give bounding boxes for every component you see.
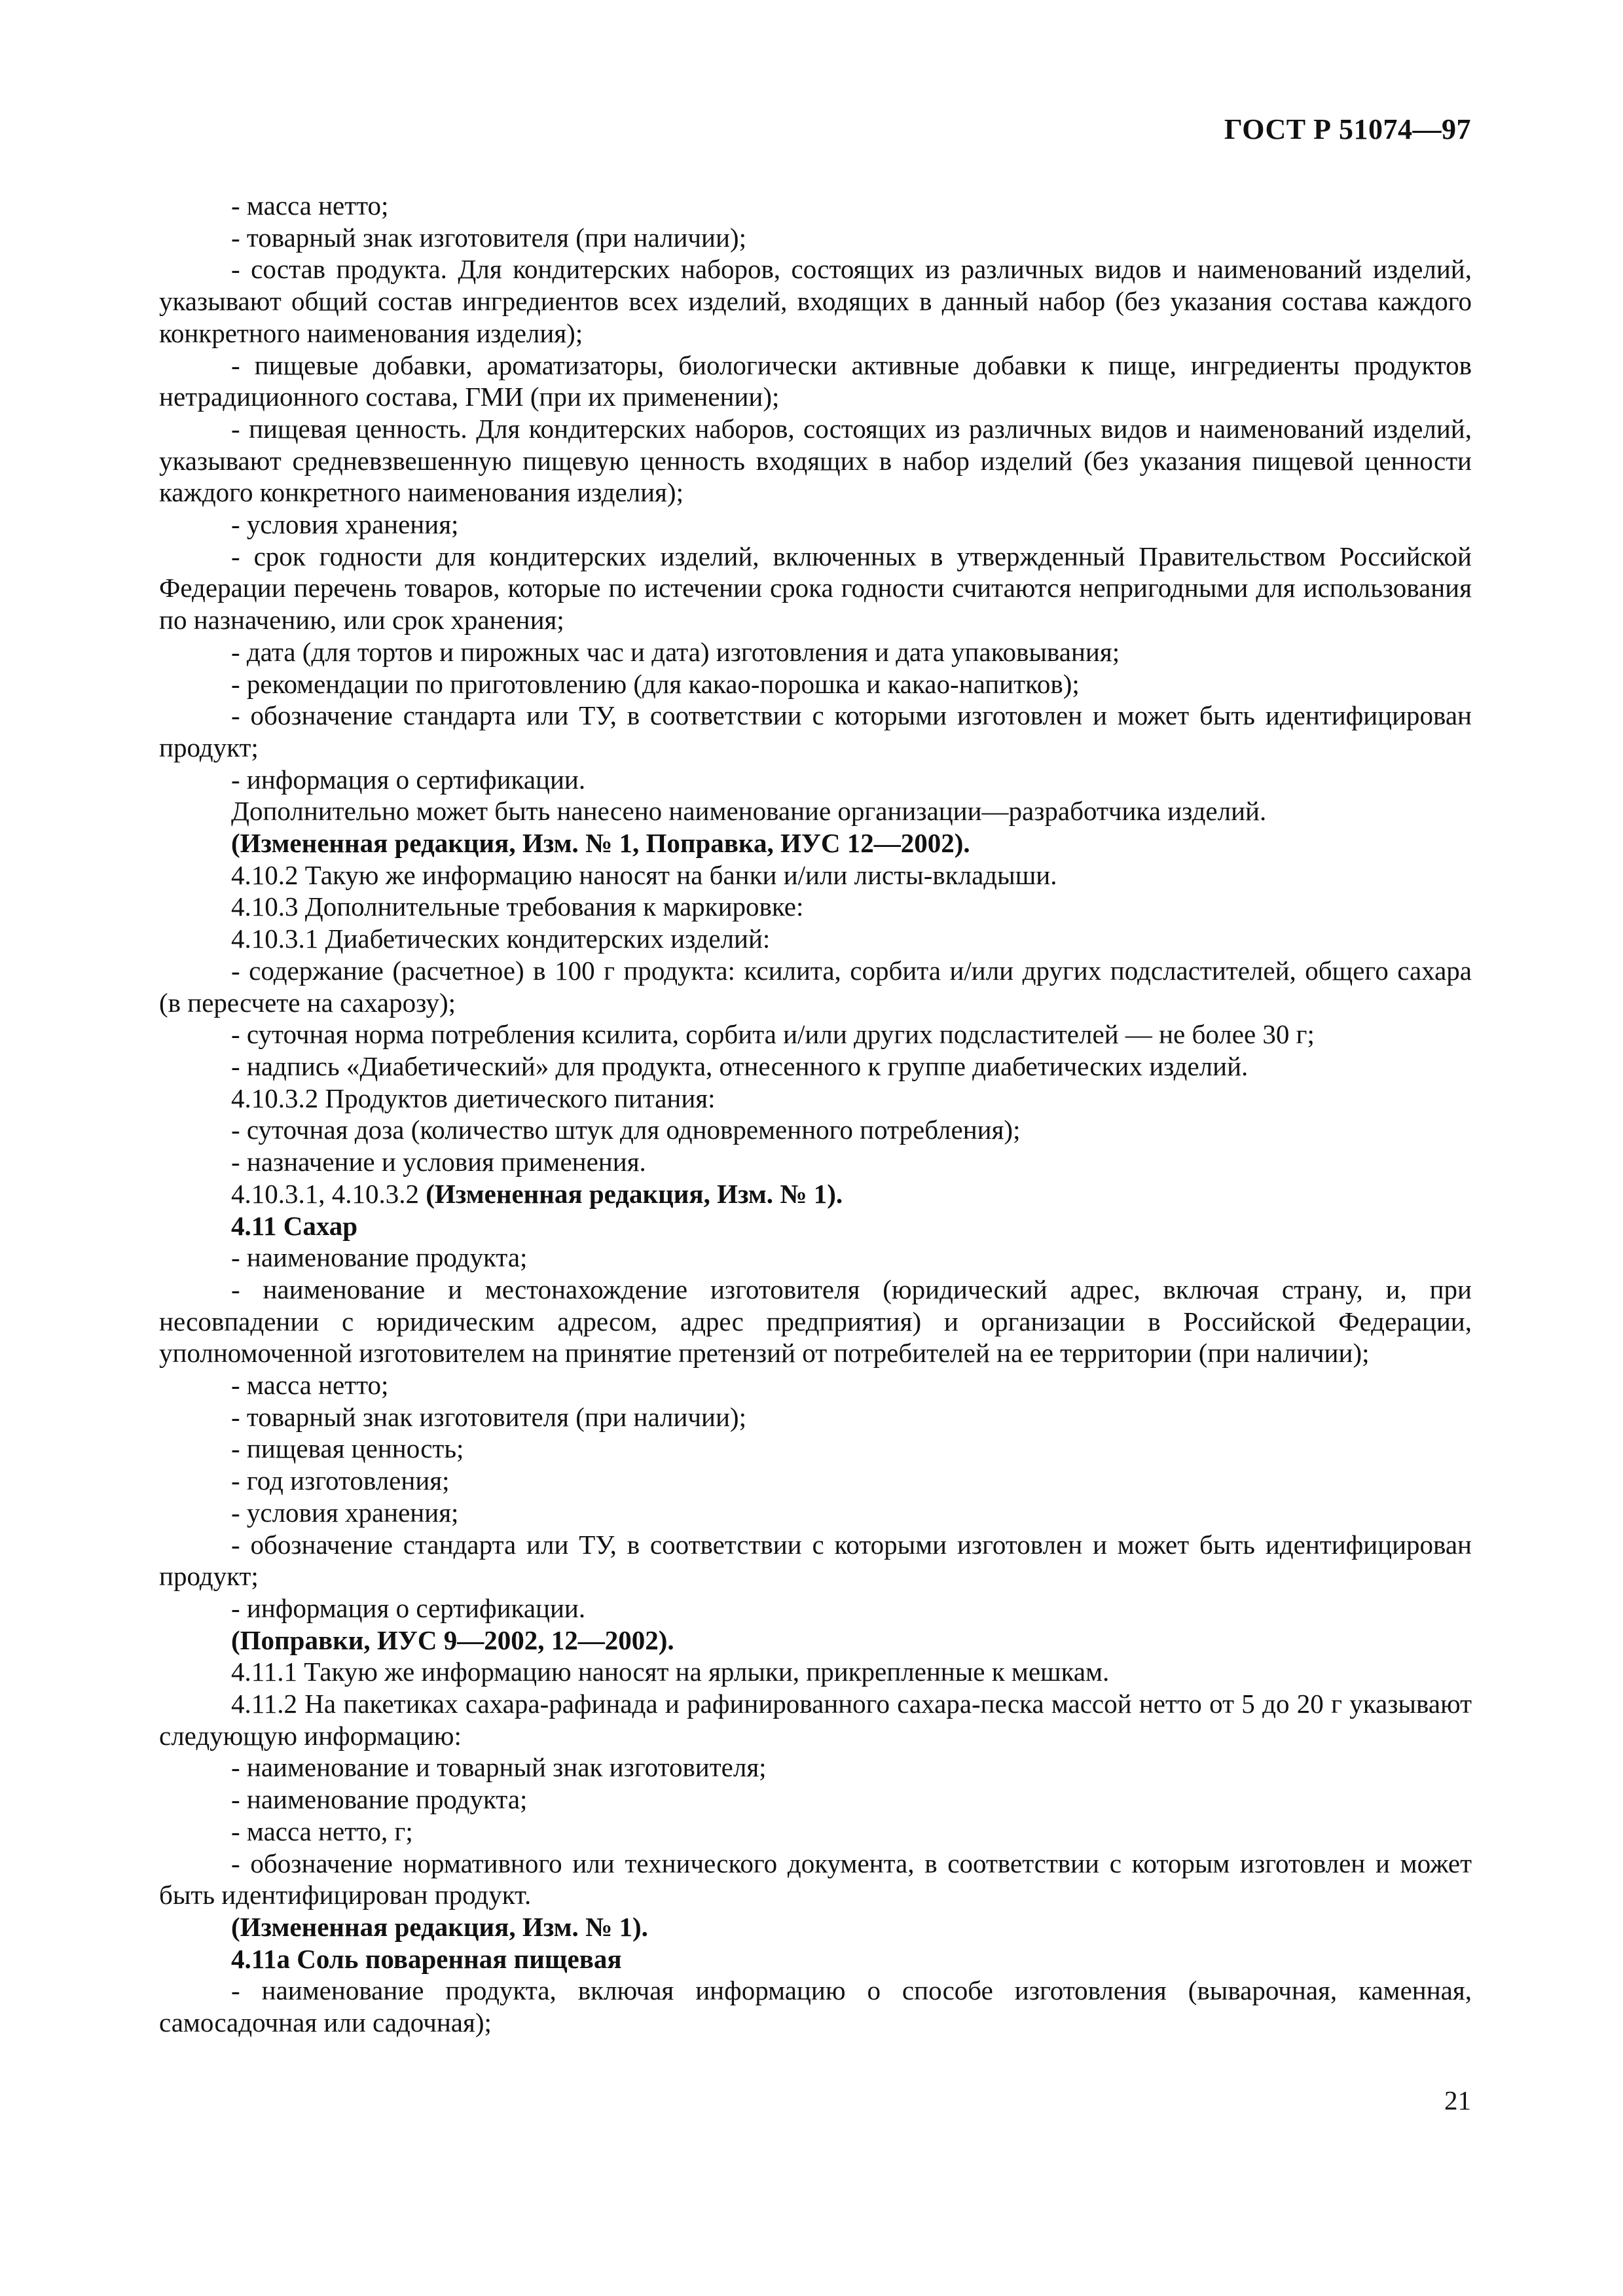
- document-body: [159, 190, 1472, 2039]
- text-line: - пищевая ценность;: [231, 1433, 464, 1464]
- text-line: - рекомендации по приготовлению (для какао-порошка и какао-напитков);: [231, 668, 1080, 699]
- clause-line: 4.10.3 Дополнительные требования к маркировке:: [231, 891, 804, 922]
- text-line: - информация о сертификации.: [231, 764, 586, 795]
- page-number: 21: [1444, 2085, 1471, 2115]
- text-paragraph: - наименование продукта, включая информацию о способе изготовления (выварочная, каменная, самосадочная или садочная);: [159, 1975, 1472, 2038]
- text-line: - наименование продукта;: [231, 1784, 528, 1815]
- text-line: - суточная доза (количество штук для одновременного потребления);: [231, 1115, 1021, 1145]
- text-paragraph: - обозначение нормативного или технического документа, в соответствии с которым изготовлен и может быть идентифицирован продукт.: [159, 1848, 1472, 1910]
- text-line: - товарный знак изготовителя (при наличии);: [231, 1401, 746, 1432]
- text-line: - товарный знак изготовителя (при наличии);: [231, 222, 746, 253]
- section-heading-sugar: 4.11 Сахар: [231, 1210, 358, 1241]
- clause-line: 4.11.1 Такую же информацию наносят на ярлыки, прикрепленные к мешкам.: [231, 1657, 1110, 1687]
- text-line: - наименование продукта;: [231, 1242, 528, 1273]
- text-paragraph: 4.11.2 На пакетиках сахара-рафинада и рафинированного сахара-песка массой нетто от 5 до 20 г указывают следующую информацию:: [159, 1689, 1472, 1751]
- text-paragraph: - пищевая ценность. Для кондитерских наборов, состоящих из различных видов и наименований изделий, указывают средневзвешенную пищевую ценность входящих в набор изделий (без указания пищевой ценности каждого конкретного наименования изделия);: [159, 413, 1472, 508]
- amendment-note: (Поправки, ИУС 9—2002, 12—2002).: [231, 1624, 674, 1655]
- text-paragraph: - состав продукта. Для кондитерских наборов, состоящих из различных видов и наименований изделий, указывают общий состав ингредиентов всех изделий, входящих в данный набор (без указания состава каждого конкретного наименования изделия);: [159, 254, 1472, 348]
- text-line: - суточная норма потребления ксилита, сорбита и/или других подсластителей — не более 30 г;: [231, 1019, 1315, 1050]
- text-line: - масса нетто;: [231, 1370, 389, 1401]
- text-line: - наименование и товарный знак изготовителя;: [231, 1752, 767, 1783]
- clause-line: 4.10.2 Такую же информацию наносят на банки и/или листы-вкладыши.: [231, 859, 1057, 890]
- text-line: - условия хранения;: [231, 509, 459, 540]
- text-line: - дата (для тортов и пирожных час и дата) изготовления и дата упаковывания;: [231, 636, 1120, 667]
- section-heading-salt: 4.11а Соль поваренная пищевая: [231, 1943, 622, 1974]
- text-paragraph: - срок годности для кондитерских изделий, включенных в утвержденный Правительством Российской Федерации перечень товаров, которые по истечении срока годности считаются непригодными для использования по назначению, или срок хранения;: [159, 541, 1472, 636]
- amendment-note: (Измененная редакция, Изм. № 1).: [426, 1178, 843, 1209]
- clause-reference-line: [159, 1178, 1472, 1210]
- text-line: - надпись «Диабетический» для продукта, отнесенного к группе диабетических изделий.: [231, 1050, 1249, 1081]
- text-paragraph: - обозначение стандарта или ТУ, в соответствии с которыми изготовлен и может быть идентифицирован продукт;: [159, 1529, 1472, 1592]
- text-line: - условия хранения;: [231, 1497, 459, 1528]
- text-line: - информация о сертификации.: [231, 1592, 586, 1623]
- text-paragraph: - обозначение стандарта или ТУ, в соответствии с которыми изготовлен и может быть идентифицирован продукт;: [159, 700, 1472, 762]
- text-line: Дополнительно может быть нанесено наименование организации—разработчика изделий.: [231, 796, 1267, 827]
- text-paragraph: - наименование и местонахождение изготовителя (юридический адрес, включая страну, и, при несовпадении с юридическим адресом, адрес предприятия) и организации в Российской Федерации, уполномоченной изготовителем на принятие претензий от потребителей на ее территории (при наличии);: [159, 1274, 1472, 1369]
- text-line: - год изготовления;: [231, 1465, 450, 1496]
- text-line: - назначение и условия применения.: [231, 1147, 646, 1177]
- amendment-note: (Измененная редакция, Изм. № 1).: [231, 1911, 648, 1942]
- clause-line: 4.10.3.2 Продуктов диетического питания:: [231, 1083, 716, 1113]
- clause-reference: 4.10.3.1, 4.10.3.2: [231, 1178, 419, 1209]
- amendment-note: (Измененная редакция, Изм. № 1, Поправка, ИУС 12—2002).: [231, 828, 970, 859]
- text-paragraph: - содержание (расчетное) в 100 г продукта: ксилита, сорбита и/или других подсластителей, общего сахара (в пересчете на сахарозу);: [159, 955, 1472, 1018]
- standard-header: ГОСТ Р 51074—97: [1224, 113, 1471, 145]
- text-line: - масса нетто;: [231, 190, 389, 221]
- clause-line: 4.10.3.1 Диабетических кондитерских изделий:: [231, 924, 771, 954]
- text-line: - масса нетто, г;: [231, 1816, 413, 1846]
- text-paragraph: - пищевые добавки, ароматизаторы, биологически активные добавки к пище, ингредиенты продуктов нетрадиционного состава, ГМИ (при их применении);: [159, 350, 1472, 412]
